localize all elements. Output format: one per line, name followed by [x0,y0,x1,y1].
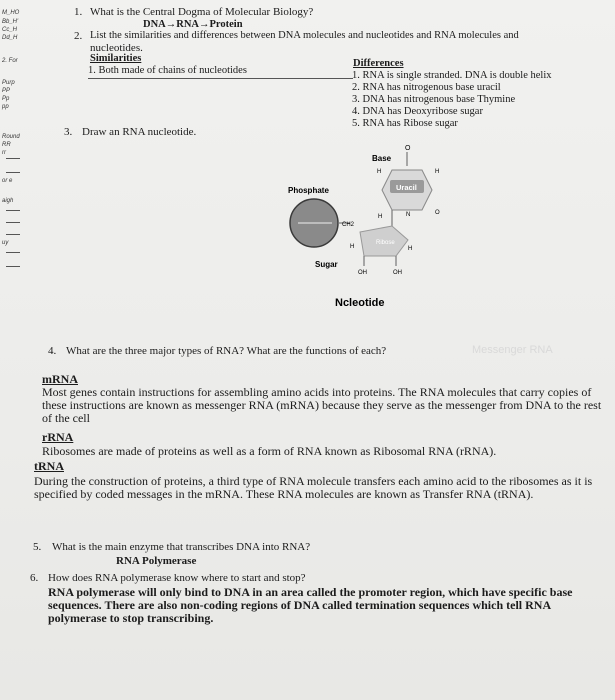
ribose-label: Ribose [376,240,395,246]
trna-text: During the construction of proteins, a third type of RNA molecule transfers each amino acid to the ribosomes as it is specified by coded messages in the mRNA. These RNA molecules are known as Transfer RNA (tRNA). [34,474,593,501]
sugar-atom-h-right: H [408,246,413,252]
rrna-heading: rRNA [42,430,74,444]
margin-note: PP [2,88,11,94]
rna-nucleotide-diagram [280,140,470,320]
margin-note: or e [2,178,13,184]
difference-item: 2. RNA has nitrogenous base uracil [352,82,501,93]
q4-question: What are the three major types of RNA? What are the functions of each? [66,345,387,357]
margin-note: Cc_H [2,27,18,33]
q1-answer: DNA→RNA→Protein [143,19,243,30]
margin-note: Pp [2,96,10,102]
differences-list [352,70,552,130]
difference-item: 3. DNA has nitrogenous base Thymine [352,94,516,105]
q6-number: 6. [30,572,39,584]
base-atom-o-top: O [405,145,411,152]
base-atom-h-right: H [435,169,440,175]
mrna-heading: mRNA [42,372,78,386]
base-atom-h-left: H [378,214,383,220]
margin-note: Round [2,134,20,140]
similarity-item: 1. Both made of chains of nucleotides [88,65,247,76]
diagram-caption: Ncleotide [335,297,385,309]
sugar-oh-left: OH [358,270,367,276]
margin-rule [6,266,20,267]
base-atom-h: H [377,169,382,175]
uracil-label: Uracil [396,183,417,192]
margin-rule [6,210,20,211]
similarities-rule [88,78,353,79]
left-margin-notes [0,0,40,700]
margin-note: RR [2,142,11,148]
sugar-atom-h: H [350,244,355,250]
similarities-heading: Similarities [90,53,142,64]
ch2-label: CH2 [342,222,355,228]
mrna-text: Most genes contain instructions for assembling amino acids into proteins. The RNA molecules that carry copies of these instructions are known as messenger RNA (mRNA) because they serve as the messenger from DNA to the rest of the cell [42,385,602,425]
q5-question: What is the main enzyme that transcribes DNA into RNA? [52,541,311,553]
sugar-label: Sugar [315,260,338,269]
phosphate-label: Phosphate [288,186,329,195]
margin-rule [6,252,20,253]
margin-note: rr [2,150,6,156]
margin-rule [6,158,20,159]
q2-question-line1: List the similarities and differences between DNA molecules and nucleotides and RNA molecules and [90,30,519,41]
sugar-oh-right: OH [393,270,402,276]
margin-note: uy [2,240,9,246]
q2-number: 2. [74,30,83,42]
q1-number: 1. [74,6,83,18]
base-label: Base [372,154,392,163]
q4-number: 4. [48,345,57,357]
margin-rule [6,172,20,173]
q6-answer: RNA polymerase will only bind to DNA in an area called the promoter region, which have specific base sequences. There are also non-coding regions of DNA called termination sequences which tell RNA polymerase to stop transcribing. [48,585,573,625]
margin-rule [6,234,20,235]
base-atom-o-right: O [435,210,440,216]
margin-note: Purp [2,80,15,86]
difference-item: 1. RNA is single stranded. DNA is double helix [352,70,552,81]
trna-heading: tRNA [34,459,64,473]
margin-note: 2. For [2,58,18,64]
base-atom-n: N [406,212,411,218]
q3-question: Draw an RNA nucleotide. [82,126,197,138]
difference-item: 5. RNA has Ribose sugar [352,118,458,129]
margin-note: M_HO [2,10,20,16]
q1-question: What is the Central Dogma of Molecular Biology? [90,6,314,18]
margin-note: Bb_H' [2,19,19,25]
differences-heading: Differences [353,58,404,69]
ghost-text: Messenger RNA [472,344,553,356]
difference-item: 4. DNA has Deoxyribose sugar [352,106,483,117]
margin-note: Dd_H [2,35,18,41]
q3-number: 3. [64,126,73,138]
q5-answer: RNA Polymerase [116,555,197,567]
margin-rule [6,222,20,223]
margin-note: aigh [2,198,14,204]
rrna-text: Ribosomes are made of proteins as well as a form of RNA known as Ribosomal RNA (rRNA). [42,444,497,458]
margin-note: pp [2,104,9,110]
q5-number: 5. [33,541,42,553]
q6-question: How does RNA polymerase know where to start and stop? [48,572,306,584]
q2-question-line2: nucleotides. [90,42,143,54]
